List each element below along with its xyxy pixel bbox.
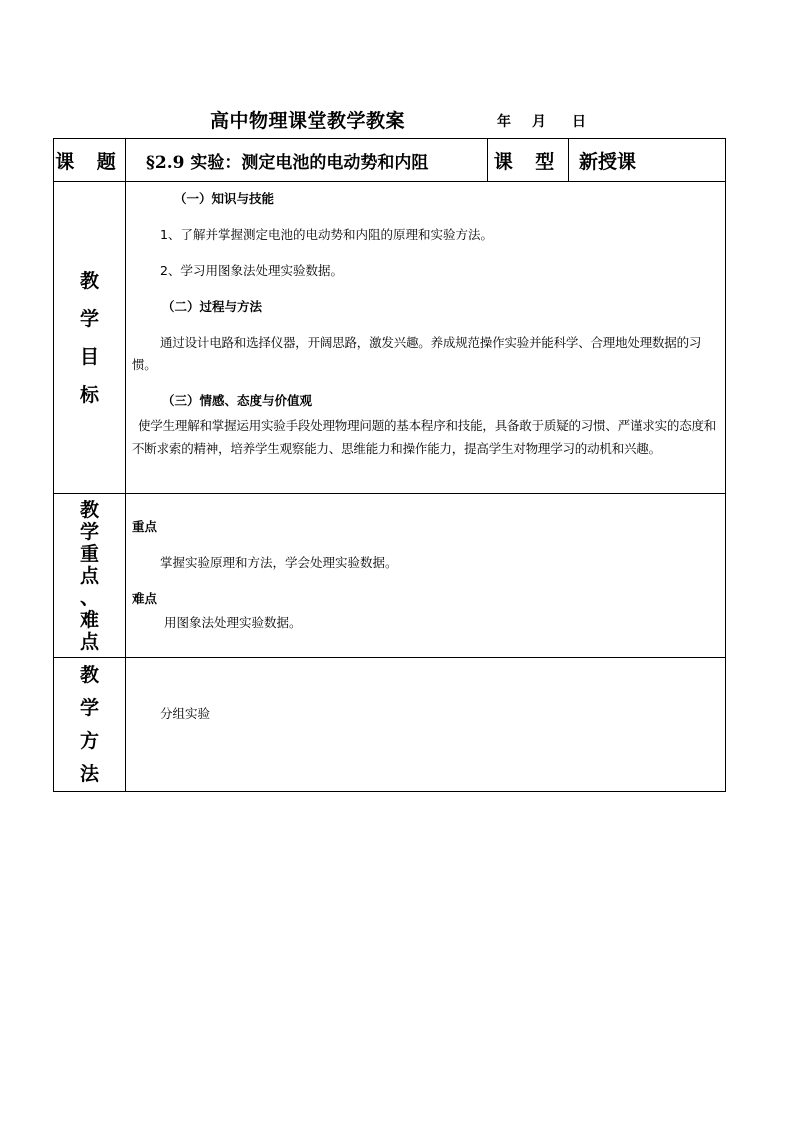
document-title: 高中物理课堂教学教案 [210,110,406,132]
date-year-label: 年 [497,114,511,130]
difficult-point-heading: 难点 [132,591,158,606]
type-label: 课 型 [488,139,569,182]
method-label [54,658,126,792]
focus-label-char: 难 [79,608,99,631]
goals-label-char: 教 [79,269,99,292]
focus-row [54,494,726,658]
method-label-char: 法 [79,762,99,785]
goals-section3-heading: （三）情感、态度与价值观 [162,393,313,408]
goals-label [54,182,126,494]
focus-label [54,494,126,658]
goals-label-char: 标 [79,383,99,406]
date-day-label: 日 [572,114,586,130]
goals-section2-text: 通过设计电路和选择仪器，开阔思路，激发兴趣。养成规范操作实验并能科学、合理地处理数据的习惯。 [132,335,702,372]
goals-section3-text: 使学生理解和掌握运用实验手段处理物理问题的基本程序和技能，具备敢于质疑的习惯、严谨求实的态度和不断求索的精神，培养学生观察能力、思维能力和操作能力，提高学生对物理学习的动机和兴趣。 [132,418,717,456]
goals-section1-item: 1、了解并掌握测定电池的电动势和内阻的原理和实验方法。 [160,227,493,242]
goals-section2-heading: （二）过程与方法 [162,299,263,314]
method-content [126,658,726,792]
goals-label-char: 学 [79,307,99,330]
difficult-point-text: 用图象法处理实验数据。 [164,615,302,630]
focus-label-char: 学 [79,520,99,543]
type-value: 新授课 [569,139,726,182]
date-month-label: 月 [532,114,546,130]
goals-content [126,182,726,494]
method-label-char: 教 [79,663,99,686]
topic-label: 课 题 [54,139,126,182]
key-point-heading: 重点 [132,519,158,534]
topic-row [54,139,726,182]
focus-label-char: 点 [79,564,99,587]
lesson-plan-table [53,138,726,792]
topic-title: §2.9 实验：测定电池的电动势和内阻 [126,139,488,182]
focus-content [126,494,726,658]
method-row [54,658,726,792]
document-header [0,104,794,134]
key-point-text: 掌握实验原理和方法，学会处理实验数据。 [160,555,398,570]
method-label-char: 学 [79,696,99,719]
method-label-char: 方 [79,729,99,752]
goals-section1-item: 2、学习用图象法处理实验数据。 [160,263,343,278]
goals-row [54,182,726,494]
focus-label-char: 点 [79,630,99,653]
goals-label-char: 目 [79,345,99,368]
focus-label-char: 重 [79,542,99,565]
focus-label-char: 、 [79,586,99,609]
goals-section1-heading: （一）知识与技能 [174,191,275,206]
focus-label-char: 教 [79,498,99,521]
method-text: 分组实验 [160,706,211,721]
